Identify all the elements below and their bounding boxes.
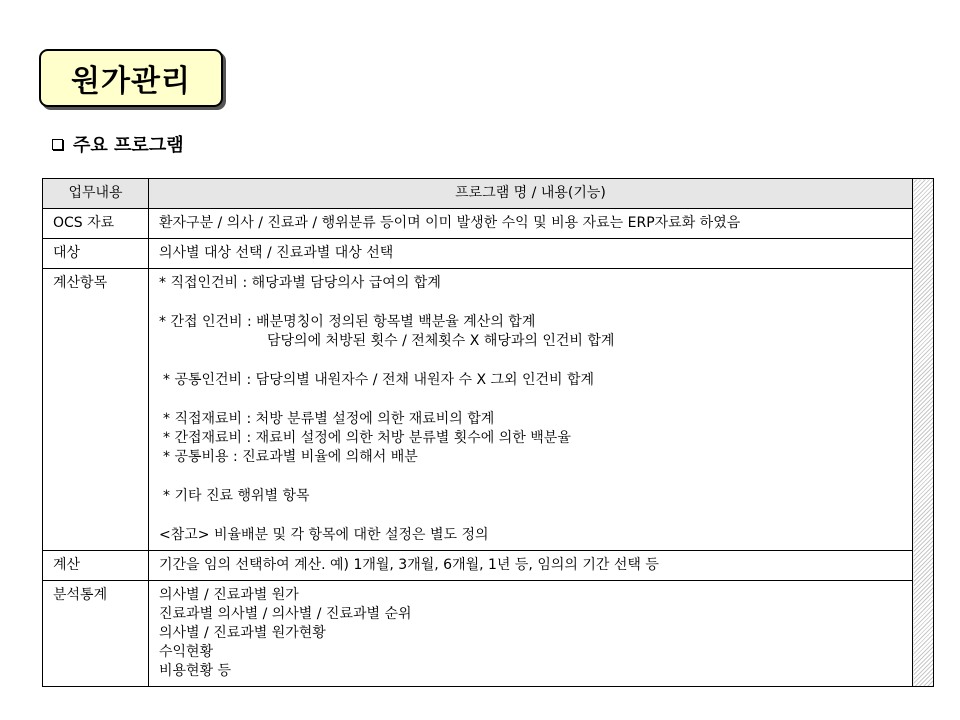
content-line: * 직접재료비 : 처방 분류별 설정에 의한 재료비의 합계 [163, 411, 495, 427]
table-row [43, 239, 934, 269]
section-heading [52, 131, 184, 157]
content-line: 의사별 / 진료과별 원가현황 [159, 625, 326, 641]
section-heading-label: 주요 프로그램 [73, 135, 184, 156]
row-content [149, 551, 913, 581]
content-line: 담당의에 처방된 횟수 / 전체횟수 X 해당과의 인건비 합계 [267, 333, 615, 349]
table-row [43, 581, 934, 687]
content-line: * 공통인건비 : 담당의별 내원자수 / 전채 내원자 수 X 그외 인건비 합계 [163, 372, 595, 388]
table-row [43, 551, 934, 581]
side-stripe [913, 179, 934, 687]
program-table [42, 178, 934, 687]
content-line: 수익현황 [159, 644, 214, 660]
content-line: 진료과별 의사별 / 의사별 / 진료과별 순위 [159, 606, 412, 622]
row-label: 분석통계 [43, 581, 149, 687]
row-content [149, 581, 913, 687]
table-row [43, 269, 934, 551]
header-category: 업무내용 [43, 179, 149, 209]
header-content: 프로그램 명 / 내용(기능) [149, 179, 913, 209]
checkbox-bullet-icon [52, 139, 63, 150]
content-line: 환자구분 / 의사 / 진료과 / 행위분류 등이며 이미 발생한 수익 및 비용 자료는 ERP자료화 하였음 [159, 215, 741, 231]
row-content [149, 239, 913, 269]
row-label: 계산항목 [43, 269, 149, 551]
page-title: 원가관리 [39, 49, 223, 107]
content-line: * 공통비용 : 진료과별 비율에 의해서 배분 [163, 449, 418, 465]
row-content [149, 209, 913, 239]
row-label: 대상 [43, 239, 149, 269]
table-row [43, 209, 934, 239]
row-content [149, 269, 913, 551]
row-label: 계산 [43, 551, 149, 581]
content-line: 의사별 / 진료과별 원가 [159, 587, 299, 603]
content-line: * 간접재료비 : 재료비 설정에 의한 처방 분류별 횟수에 의한 백분율 [163, 430, 571, 446]
content-line: 비용현황 등 [159, 663, 232, 679]
content-line: 의사별 대상 선택 / 진료과별 대상 선택 [159, 245, 394, 261]
table-header-row [43, 179, 934, 209]
content-line: * 기타 진료 행위별 항목 [163, 488, 310, 504]
content-line: * 간접 인건비 : 배분명칭이 정의된 항목별 백분율 계산의 합계 [159, 314, 536, 330]
content-line: <참고> 비율배분 및 각 항목에 대한 설정은 별도 정의 [159, 527, 489, 543]
content-line: * 직접인건비 : 해당과별 담당의사 급여의 합계 [159, 275, 441, 291]
row-label: OCS 자료 [43, 209, 149, 239]
content-line: 기간을 임의 선택하여 계산. 예) 1개월, 3개월, 6개월, 1년 등, 임의의 기간 선택 등 [159, 557, 659, 573]
